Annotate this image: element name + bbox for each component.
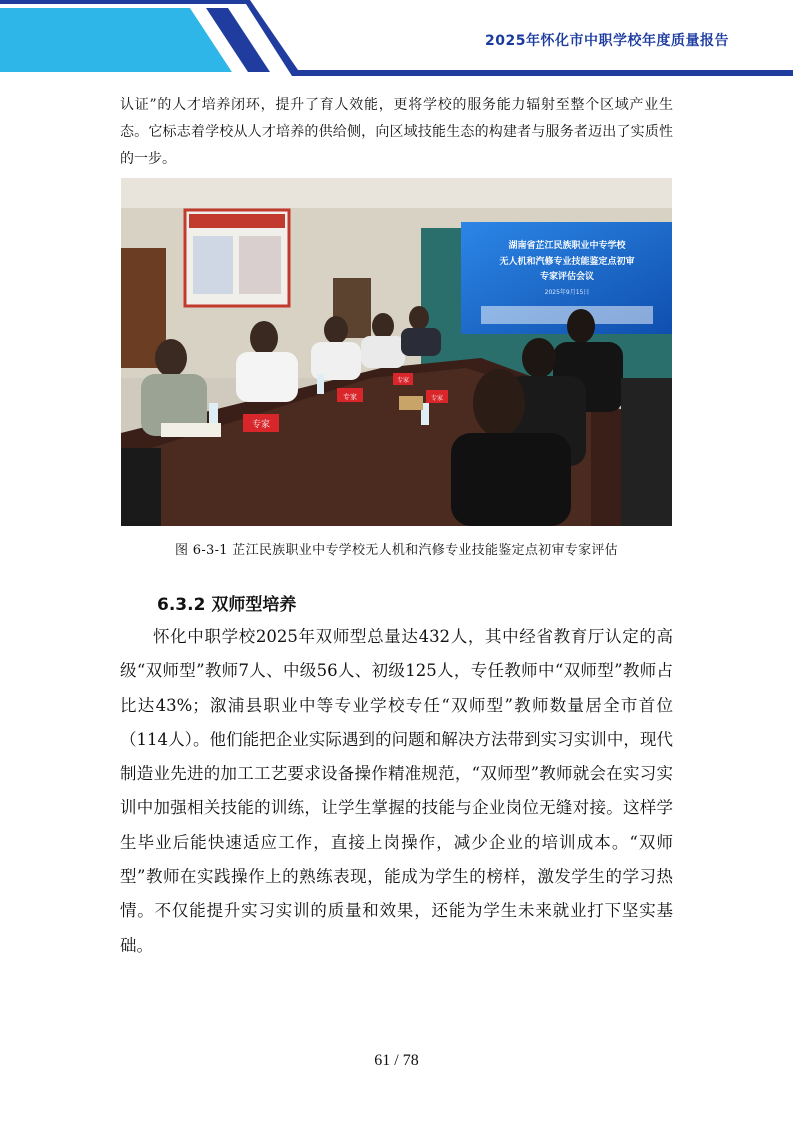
screen-date: 2025年9月15日 <box>544 289 590 296</box>
person <box>361 336 405 368</box>
water-bottle <box>317 374 324 394</box>
chair <box>621 378 672 526</box>
name-card-label: 专家 <box>430 395 444 402</box>
person <box>451 433 571 526</box>
screen-line-3: 专家评估会议 <box>539 272 595 282</box>
papers <box>161 423 221 437</box>
person <box>324 316 348 344</box>
photo-board-banner <box>189 214 285 228</box>
screen-line-1: 湖南省芷江民族职业中专学校 <box>508 241 626 251</box>
person <box>473 369 525 437</box>
person <box>155 339 187 377</box>
person <box>401 328 441 356</box>
intro-paragraph: 认证”的人才培养闭环，提升了育人效能，更将学校的服务能力辐射至整个区域产业生态。它标志着学校从人才培养的供给侧，向区域技能生态的构建者与服务者迈出了实质性的一步。 <box>120 97 673 167</box>
name-card-label: 专家 <box>251 420 271 430</box>
section-heading: 6.3.2 双师型培养 <box>157 595 297 615</box>
person <box>250 321 278 355</box>
chair <box>121 448 161 526</box>
page-number: 61 / 78 <box>374 1052 419 1069</box>
section-paragraph: 怀化中职学校2025年双师型总量达432人，其中经省教育厅认定的高级“双师型”教师7人、中级56人、初级125人，专任教师中“双师型”教师占比达43%；溆浦县职业中等专业学校专任“双师型”教师数量居全市首位（114人）。他们能把企业实际遇到的问题和解决方法带到实习实训中，现代制造业先进的加工工艺要求设备操作精准规范，“双师型”教师就会在实习实训中加强相关技能的训练，让学生掌握的技能与企业岗位无缝对接。这样学生毕业后能快速适应工作，直接上岗操作，减少企业的培训成本。“双师型”教师在实践操作上的熟练表现，能成为学生的榜样，激发学生的学习热情。不仅能提升实习实训的质量和效果，还能为学生未来就业打下坚实基础。 <box>120 627 673 955</box>
person <box>236 352 298 402</box>
person <box>409 306 429 330</box>
report-header-title: 2025年怀化市中职学校年度质量报告 <box>485 33 729 49</box>
meeting-photo <box>121 178 672 526</box>
figure-caption: 图 6-3-1 芷江民族职业中专学校无人机和汽修专业技能鉴定点初审专家评估 <box>175 543 618 558</box>
tissue-box <box>399 396 423 410</box>
person <box>522 338 556 378</box>
person <box>567 309 595 343</box>
photo-board-panel <box>239 236 281 294</box>
photo-board-panel <box>193 236 233 294</box>
name-card-label: 专家 <box>343 393 357 401</box>
screen-skyline <box>481 306 653 324</box>
screen-line-2: 无人机和汽修专业技能鉴定点初审 <box>499 257 635 267</box>
person <box>372 313 394 339</box>
name-card-label: 专家 <box>396 377 410 384</box>
